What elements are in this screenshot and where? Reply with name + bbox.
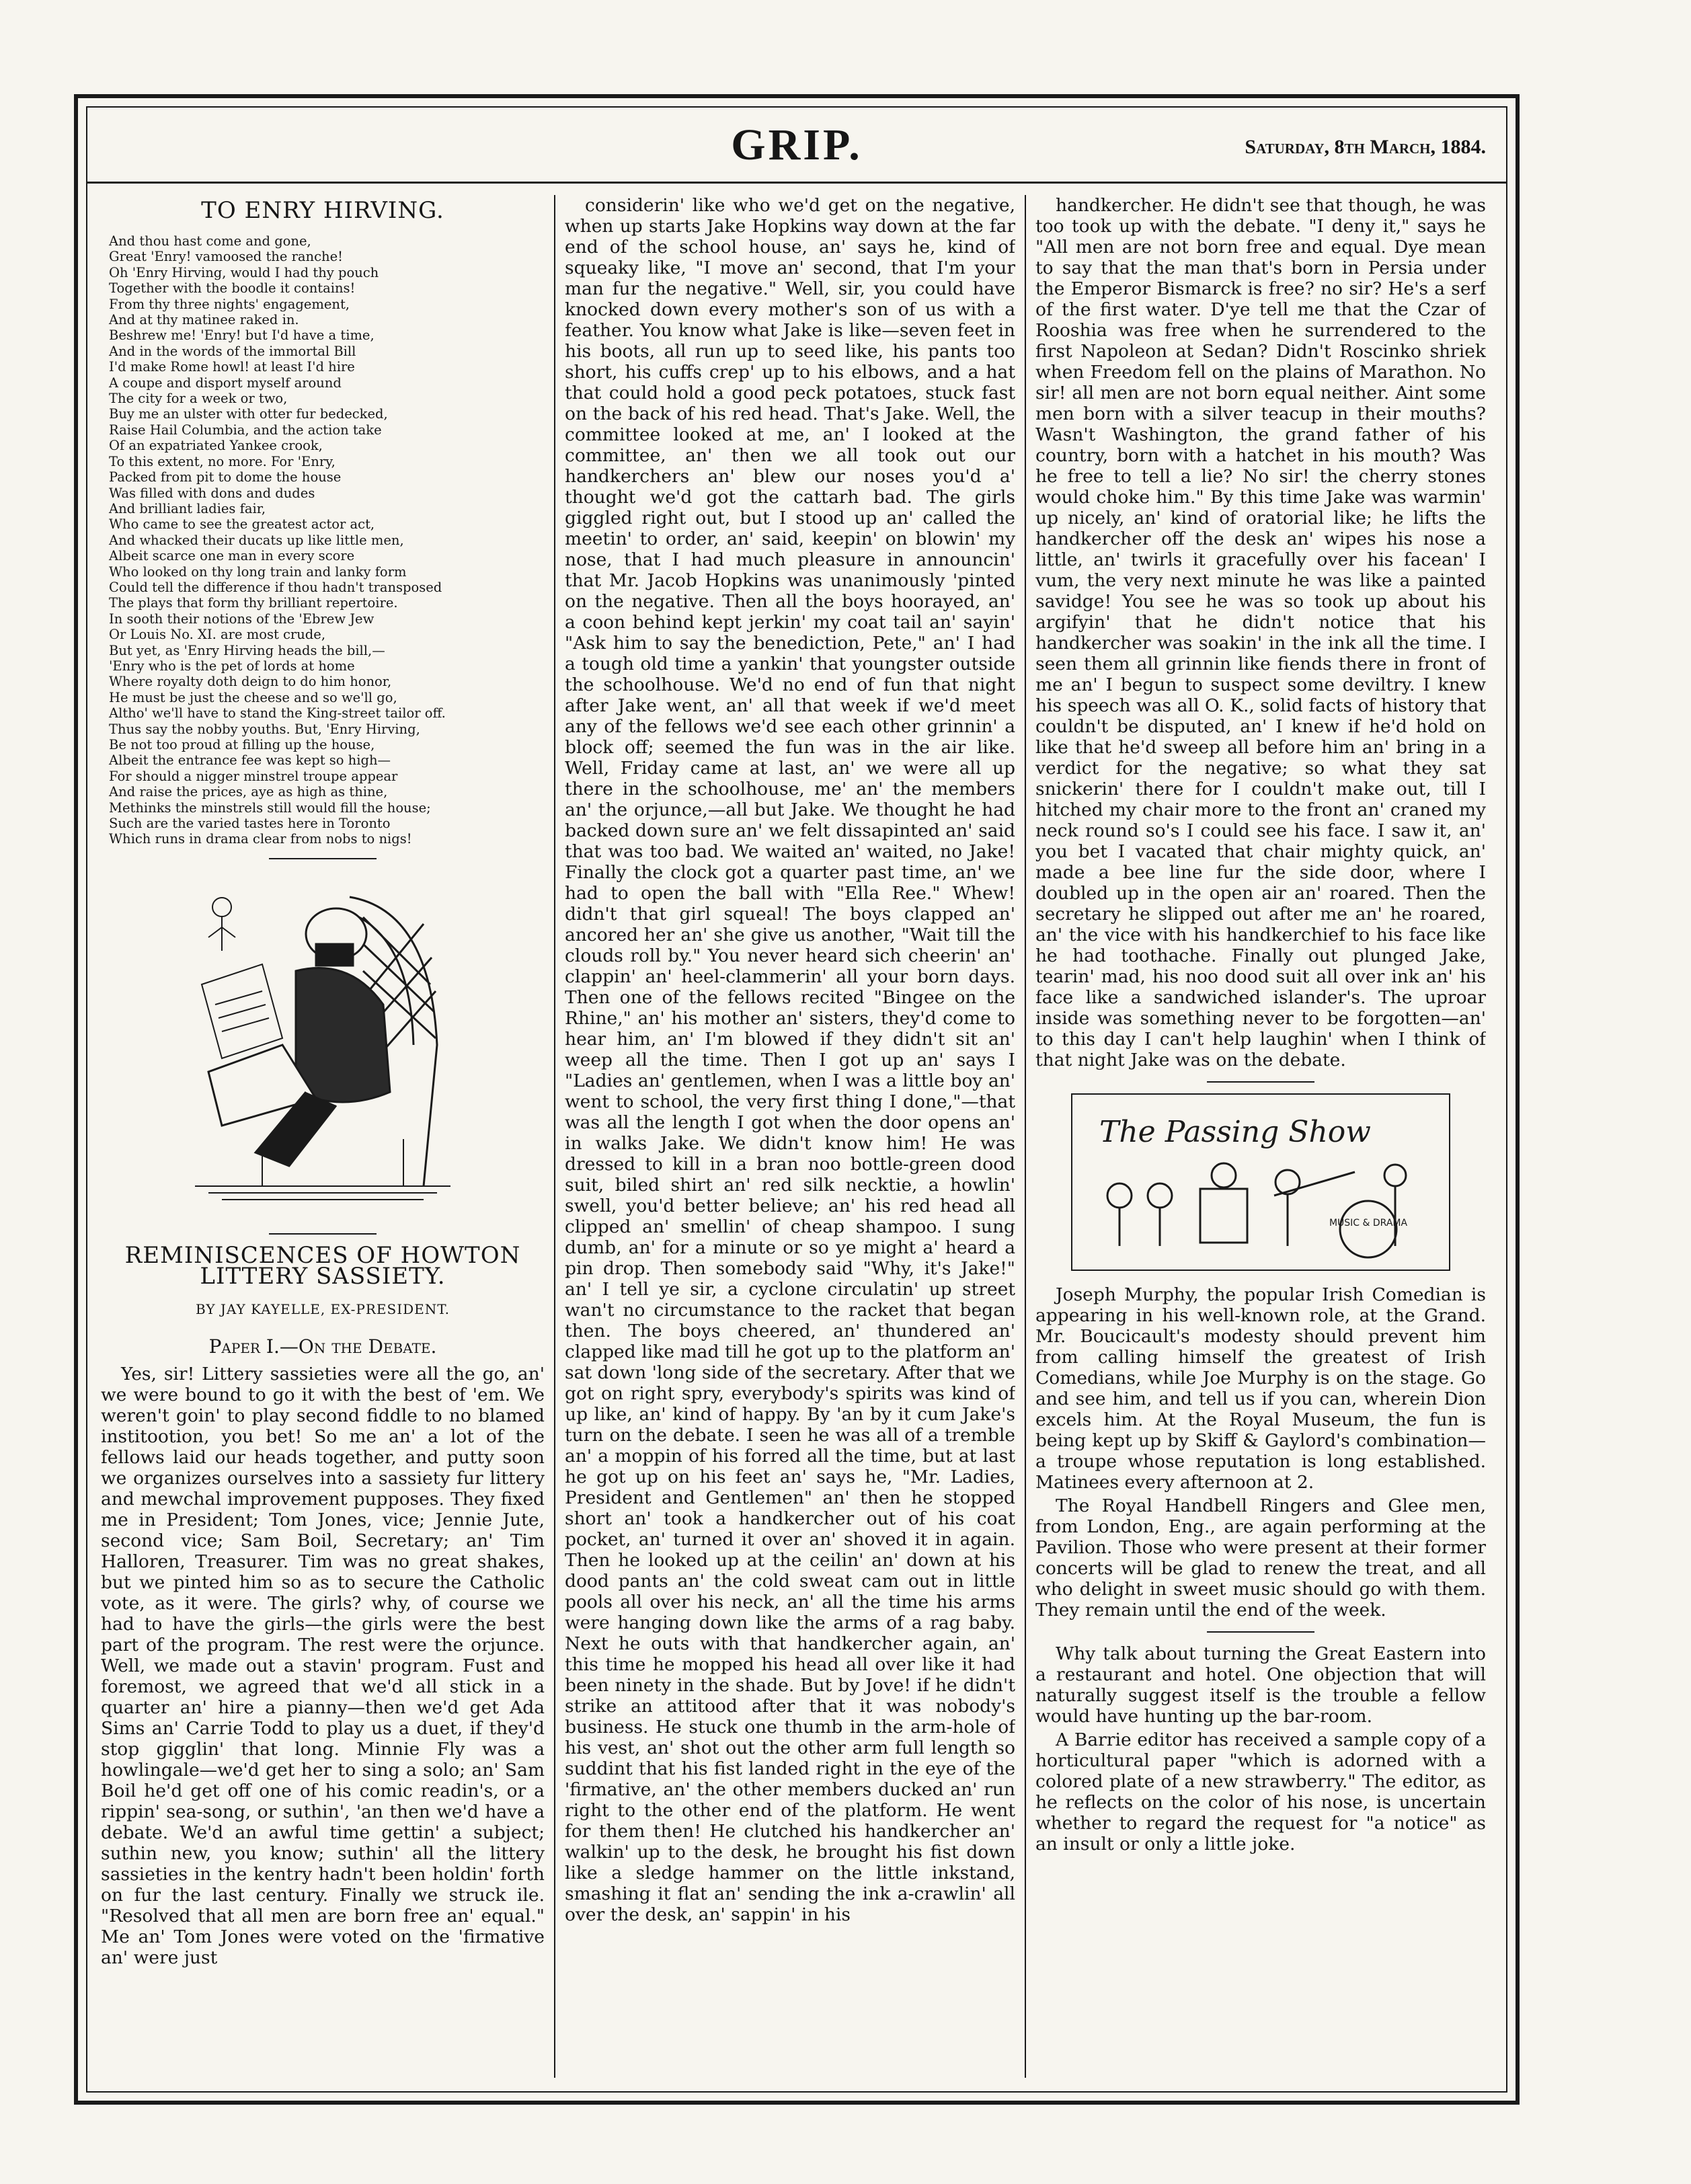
poem-line: Who came to see the greatest actor act, bbox=[109, 516, 375, 533]
poem-line: And thou hast come and gone, bbox=[109, 233, 311, 249]
article-column-2 bbox=[565, 195, 1015, 1925]
brief-paragraph: A Barrie editor has received a sample copy of a horticultural paper "which is adorned with a colored plate of a new strawberry." The editor, as he reflects on the color of his nose, is uncertain whether to regard the request for "a notice" as an insult or only a little joke. bbox=[1035, 1729, 1486, 1855]
poem-title: TO ENRY HIRVING. bbox=[201, 197, 444, 224]
poem-line: Which runs in drama clear from nobs to nigs! bbox=[109, 831, 412, 847]
poem-line: The plays that form thy brilliant repertoire. bbox=[109, 595, 398, 611]
column-3 bbox=[1035, 195, 1486, 2078]
poem-line: Could tell the difference if thou hadn't transposed bbox=[109, 579, 442, 595]
poem-line: Where royalty doth deign to do him honor, bbox=[109, 674, 392, 690]
poem-line: And whacked their ducats up like little men, bbox=[109, 532, 404, 548]
article-subtitle: Paper I.—On the Debate. bbox=[208, 1335, 437, 1358]
section-divider bbox=[1207, 1081, 1314, 1083]
poem-line: Beshrew me! 'Enry! but I'd have a time, bbox=[109, 327, 375, 344]
passing-show-paragraph: Joseph Murphy, the popular Irish Comedian is appearing in his well-known role, at the Grand. Mr. Boucicault's modesty should prevent him from calling himself the greatest of Irish Comedians, while Joe Murphy is on the stage. Go and see him, and tell us if you can, wherein Dion excels him. At the Royal Museum, the fun is being kept up by Skiff & Gaylord's combination—a troupe whose reputation is long established. Matinees every afternoon at 2. bbox=[1035, 1284, 1486, 1493]
poem-line: Methinks the minstrels still would fill the house; bbox=[109, 800, 431, 816]
poem-line: And brilliant ladies fair, bbox=[109, 500, 266, 516]
poem-line: Great 'Enry! vamoosed the ranche! bbox=[109, 249, 343, 265]
reader-illustration bbox=[182, 870, 464, 1220]
page-frame bbox=[86, 106, 1507, 2093]
masthead-date: Saturday, 8th March, 1884. bbox=[1245, 136, 1486, 158]
poem-line: Buy me an ulster with otter fur bedecked, bbox=[109, 406, 388, 422]
column-rule bbox=[554, 195, 555, 2078]
poem-line: Altho' we'll have to stand the King-street tailor off. bbox=[109, 705, 446, 722]
article-title: REMINISCENCES OF HOWTON LITTERY SASSIETY. bbox=[124, 1241, 521, 1290]
poem-line: But yet, as 'Enry Hirving heads the bill,— bbox=[109, 642, 385, 658]
poem-line: And in the words of the immortal Bill bbox=[109, 343, 356, 359]
passing-show-banner bbox=[1071, 1093, 1450, 1271]
poem-line: Packed from pit to dome the house bbox=[109, 469, 342, 485]
poem-body bbox=[109, 233, 545, 847]
poem-line: Such are the varied tastes here in Toronto bbox=[109, 816, 391, 832]
article-paragraph: Yes, sir! Littery sassieties were all the go, an' we were bound to go it with the best of 'em. We weren't goin' to play second fiddle to no blamed institootion, you bet! So me an' a lot of the fellows laid our heads together, and putty soon we organizes ourselves into a sassiety fur littery and mewchal improvement pupposes. They fixed me in President; Tom Jones, vice; Jennie Jute, second vice; Sam Boil, Secretary; an' Tim Halloren, Treasurer. Tim was no great shakes, but we pinted him so as to secure the Catholic vote, as it were. The girls? why, of course we had to have the girls—the girls were the best part of the program. The rest were the orjunce. Well, we made out a stavin' program. Fust and foremost, we agreed that we'd all stick in a quarter an' hire a pianny—then we'd get Ada Sims an' Carrie Todd to play us a duet, if they'd stop gigglin' that long. Minnie Fly was a howlingale—we'd get her to sing a solo; an' Sam Boil he'd get off one of his comic readin's, or a rippin' sea-song, or suthin', 'an then we'd have a debate. We'd an awful time gettin' a subject; suthin new, you know; suthin' all the littery sassieties in the kentry hadn't been holdin' forth on fur the last century. Finally we struck ile. "Resolved that all men are born free an' equal." Me an' Tom Jones were voted on the 'firmative an' were just bbox=[101, 1363, 545, 1968]
drum-text: MUSIC & DRAMA bbox=[1329, 1218, 1408, 1228]
poem-line: In sooth their notions of the 'Ebrew Jew bbox=[109, 611, 375, 627]
poem-line: He must be just the cheese and so we'll go, bbox=[109, 689, 397, 705]
poem-line: From thy three nights' engagement, bbox=[109, 296, 350, 312]
poem-line: Albeit the entrance fee was kept so high— bbox=[109, 752, 391, 769]
poem-line: Albeit scarce one man in every score bbox=[109, 548, 355, 564]
poem-line: Together with the boodle it contains! bbox=[109, 280, 356, 297]
article-column-3 bbox=[1035, 195, 1486, 1070]
poem-line: The city for a week or two, bbox=[109, 391, 288, 407]
section-divider bbox=[269, 858, 377, 859]
brief-paragraph: Why talk about turning the Great Eastern into a restaurant and hotel. One objection that will naturally suggest itself is the trouble a fellow would have hunting up the bar-room. bbox=[1035, 1643, 1486, 1727]
poem-line: Raise Hail Columbia, and the action take bbox=[109, 422, 382, 438]
poem-line: And at thy matinee raked in. bbox=[109, 312, 299, 328]
banner-text: The Passing Show bbox=[1099, 1115, 1371, 1149]
poem-line: Oh 'Enry Hirving, would I had thy pouch bbox=[109, 264, 379, 280]
masthead-title: GRIP. bbox=[731, 120, 863, 169]
poem-line: For should a nigger minstrel troupe appear bbox=[109, 768, 398, 784]
column-rule bbox=[1025, 195, 1026, 2078]
poem-line: Thus say the nobby youths. But, 'Enry Hirving, bbox=[109, 721, 420, 737]
poem-line: Be not too proud at filling up the house, bbox=[109, 737, 375, 752]
article-byline: BY JAY KAYELLE, EX-PRESIDENT. bbox=[195, 1300, 450, 1317]
poem-line: 'Enry who is the pet of lords at home bbox=[109, 658, 355, 674]
passing-show-text bbox=[1035, 1284, 1486, 1621]
poem-line: I'd make Rome howl! at least I'd hire bbox=[109, 359, 355, 375]
column-2 bbox=[565, 195, 1015, 2078]
article-paragraph: considerin' like who we'd get on the negative, when up starts Jake Hopkins way down at the far end of the school house, an' says he, kind of squeaky like, "I move an' second, that I'm your man fur the negative." Well, sir, you could have knocked down every mother's son of us with a feather. You know what Jake is like—seven feet in his boots, all run up to seed like, his pants too short, his cuffs crep' up to his elbows, and a hat that could hold a good peck potatoes, stuck fast on the back of his red head. That's Jake. Well, the committee looked at me, an' I looked at the committee, an' then we all took out our handkerchers an' blew our noses you'd a' thought we'd got the cattarh bad. The girls giggled right out, but I stood up an' called the meetin' to order, an' said, keepin' on blowin' my nose, that I had much pleasure in announcin' that Mr. Jacob Hopkins was unanimously 'pinted on the negative. Then all the boys hoorayed, an' a coon behind kept jerkin' my coat tail an' sayin' "Ask him to say the benediction, Pete," an' I had a tough old time a yankin' that youngster outside the schoolhouse. We'd no end of fun that night after Jake went, an' all that week if we'd meet any of the fellows we'd see each other grinnin' a block off; seemed the fun was in the air like. Well, Friday came at last, an' we were all up there in the schoolhouse, me' an' the members an' the orjunce,—all but Jake. We thought he had backed down sure an' we felt dissapinted an' said that was too bad. We waited an' waited, no Jake! Finally the clock got a quarter past time, an' we had to open the ball with "Ella Ree." Whew! didn't that girl squeal! The boys clapped an' ancored her an' she give us another, "Wait till the clouds roll by." You never heard sich cheerin' an' clappin' an' heel-clammerin' all your born days. Then one of the fellows recited "Bingee on the Rhine," an' his mother an' sisters, they'd come to hear him, an' I'm blowed if they didn't sit an' weep all the time. Then I got up an' says I "Ladies an' gentlemen, when I was a little boy an' went to school, the very first thing I done,"—that was all the length I got when the door opens an' in walks Jake. We didn't know him! He was dressed to kill in a bran noo bottle-green dood suit, biled shirt an' red silk necktie, a howlin' swell, you'd better believe; an' his red head all clipped an' smellin' of cheap shampoo. I sung dumb, an' for a minute or so ye might a' heard a pin drop. Then somebody said "Why, it's Jake!" an' I tell ye sir, a cyclone circulatin' up street wan't no circumstance to the racket that began then. The boys cheered, an' thundered an' clapped like mad till he got up to the platform an' sat down 'long side of the secretary. After that we got on right spry, everybody's spirits was kind of up like, an' kind of happy. By 'an by it cum Jake's turn on the debate. I seen he was all of a tremble an' a moppin of his forred all the time, but at last he got up on his feet an' says he, "Mr. Ladies, President and Gentlemen" an' then he stopped short an' took a handkercher out of his coat pocket, an' turned it over an' shoved it in again. Then he looked up at the ceilin' an' down at his dood pants an' the cold sweat cam out in little pools all over his neck, an' all the time his arms were hanging down like the arms of a rag baby. Next he outs with that handkercher again, an' this time he mopped his head all over like it had been ninety in the shade. But by Jove! if he didn't strike an attitood after that it was nobody's business. He stuck one thumb in the arm-hole of his vest, an' shot out the other arm full length so suddint that his fist landed right in the eye of the 'firmative, an' the other members ducked an' run right to the other end of the platform. He went for them then! He clutched his handkercher an' walkin' up to the desk, he brought his fist down like a sledge hammer on the little inkstand, smashing it flat an' sending the ink a-crawlin' all over the desk, an' sappin' in his bbox=[565, 195, 1015, 1925]
article-column-1 bbox=[101, 1364, 545, 1968]
newspaper-page bbox=[74, 94, 1520, 2105]
poem-line: To this extent, no more. For 'Enry, bbox=[109, 453, 336, 469]
poem-line: And raise the prices, aye as high as thine, bbox=[109, 784, 388, 800]
passing-show-paragraph: The Royal Handbell Ringers and Glee men, from London, Eng., are again performing at the Pavilion. Those who were present at their former concerts will be glad to renew the treat, and all who delight in sweet music should go with them. They remain until the end of the week. bbox=[1035, 1495, 1486, 1621]
poem-line: Or Louis No. XI. are most crude, bbox=[109, 627, 326, 643]
article-paragraph: handkercher. He didn't see that though, he was too took up with the debate. "I deny it," says he "All men are not born free and equal. Dye mean to say that the man that's born in Persia under the Emperor Bismarck is free? no sir? He's a serf of the first water. D'ye tell me that the Czar of Rooshia was free when he surrendered to the first Napoleon at Sedan? Didn't Roscinko shriek when Freedom fell on the plains of Marathon. No sir! all men are not born equal neither. Aint some men born with a silver teacup in their mouths? Wasn't Washington, the grand father of his country, born with a hatchet in his mouth? Was he free to tell a lie? No sir! the cherry stones would choke him." By this time Jake was warmin' up nicely, an' kind of oratorial like; he lifts the handkercher off the desk an' wipes his nose a little, an' twirls it gracefully over his facean' I vum, the very next minute he was like a painted savidge! You see he was so took up about his argifyin' that he didn't notice that his handkercher was soakin' in the ink all the time. I seen them all grinnin like fiends there in front of me an' I begun to suspect some deviltry. I knew his speech was all O. K., solid facts of history that couldn't be disputed, an' I knew if he'd hold on like that he'd sweep all before him an' bring in a verdict for the negative; so what they sat snickerin' there for I couldn't make out, till I hitched my chair more to the front an' craned my neck round so's I could see his face. I saw it, an' you bet I vacated that chair mighty quick, an' made a bee line fur the side door, where I doubled up in the open air an' roared. Then the secretary he slipped out after me an' he roared, an' the vice with his handkerchief to his face like he had toothache. Finally out plunged Jake, tearin' mad, his noo dood suit all over ink an' his face like a sandwiched islander's. The uproar inside was something never to be forgotten—an' to this day I can't help laughin' when I think of that night Jake was on the debate. bbox=[1035, 195, 1486, 1070]
poem-line: Who looked on thy long train and lanky form bbox=[109, 563, 407, 580]
brief-items bbox=[1035, 1643, 1486, 1855]
poem-line: A coupe and disport myself around bbox=[109, 375, 342, 391]
column-1 bbox=[101, 195, 545, 2078]
poem-line: Of an expatriated Yankee crook, bbox=[109, 438, 323, 454]
masthead bbox=[87, 108, 1506, 184]
section-divider bbox=[269, 1233, 377, 1235]
poem-line: Was filled with dons and dudes bbox=[109, 485, 315, 501]
section-divider bbox=[1207, 1631, 1314, 1633]
